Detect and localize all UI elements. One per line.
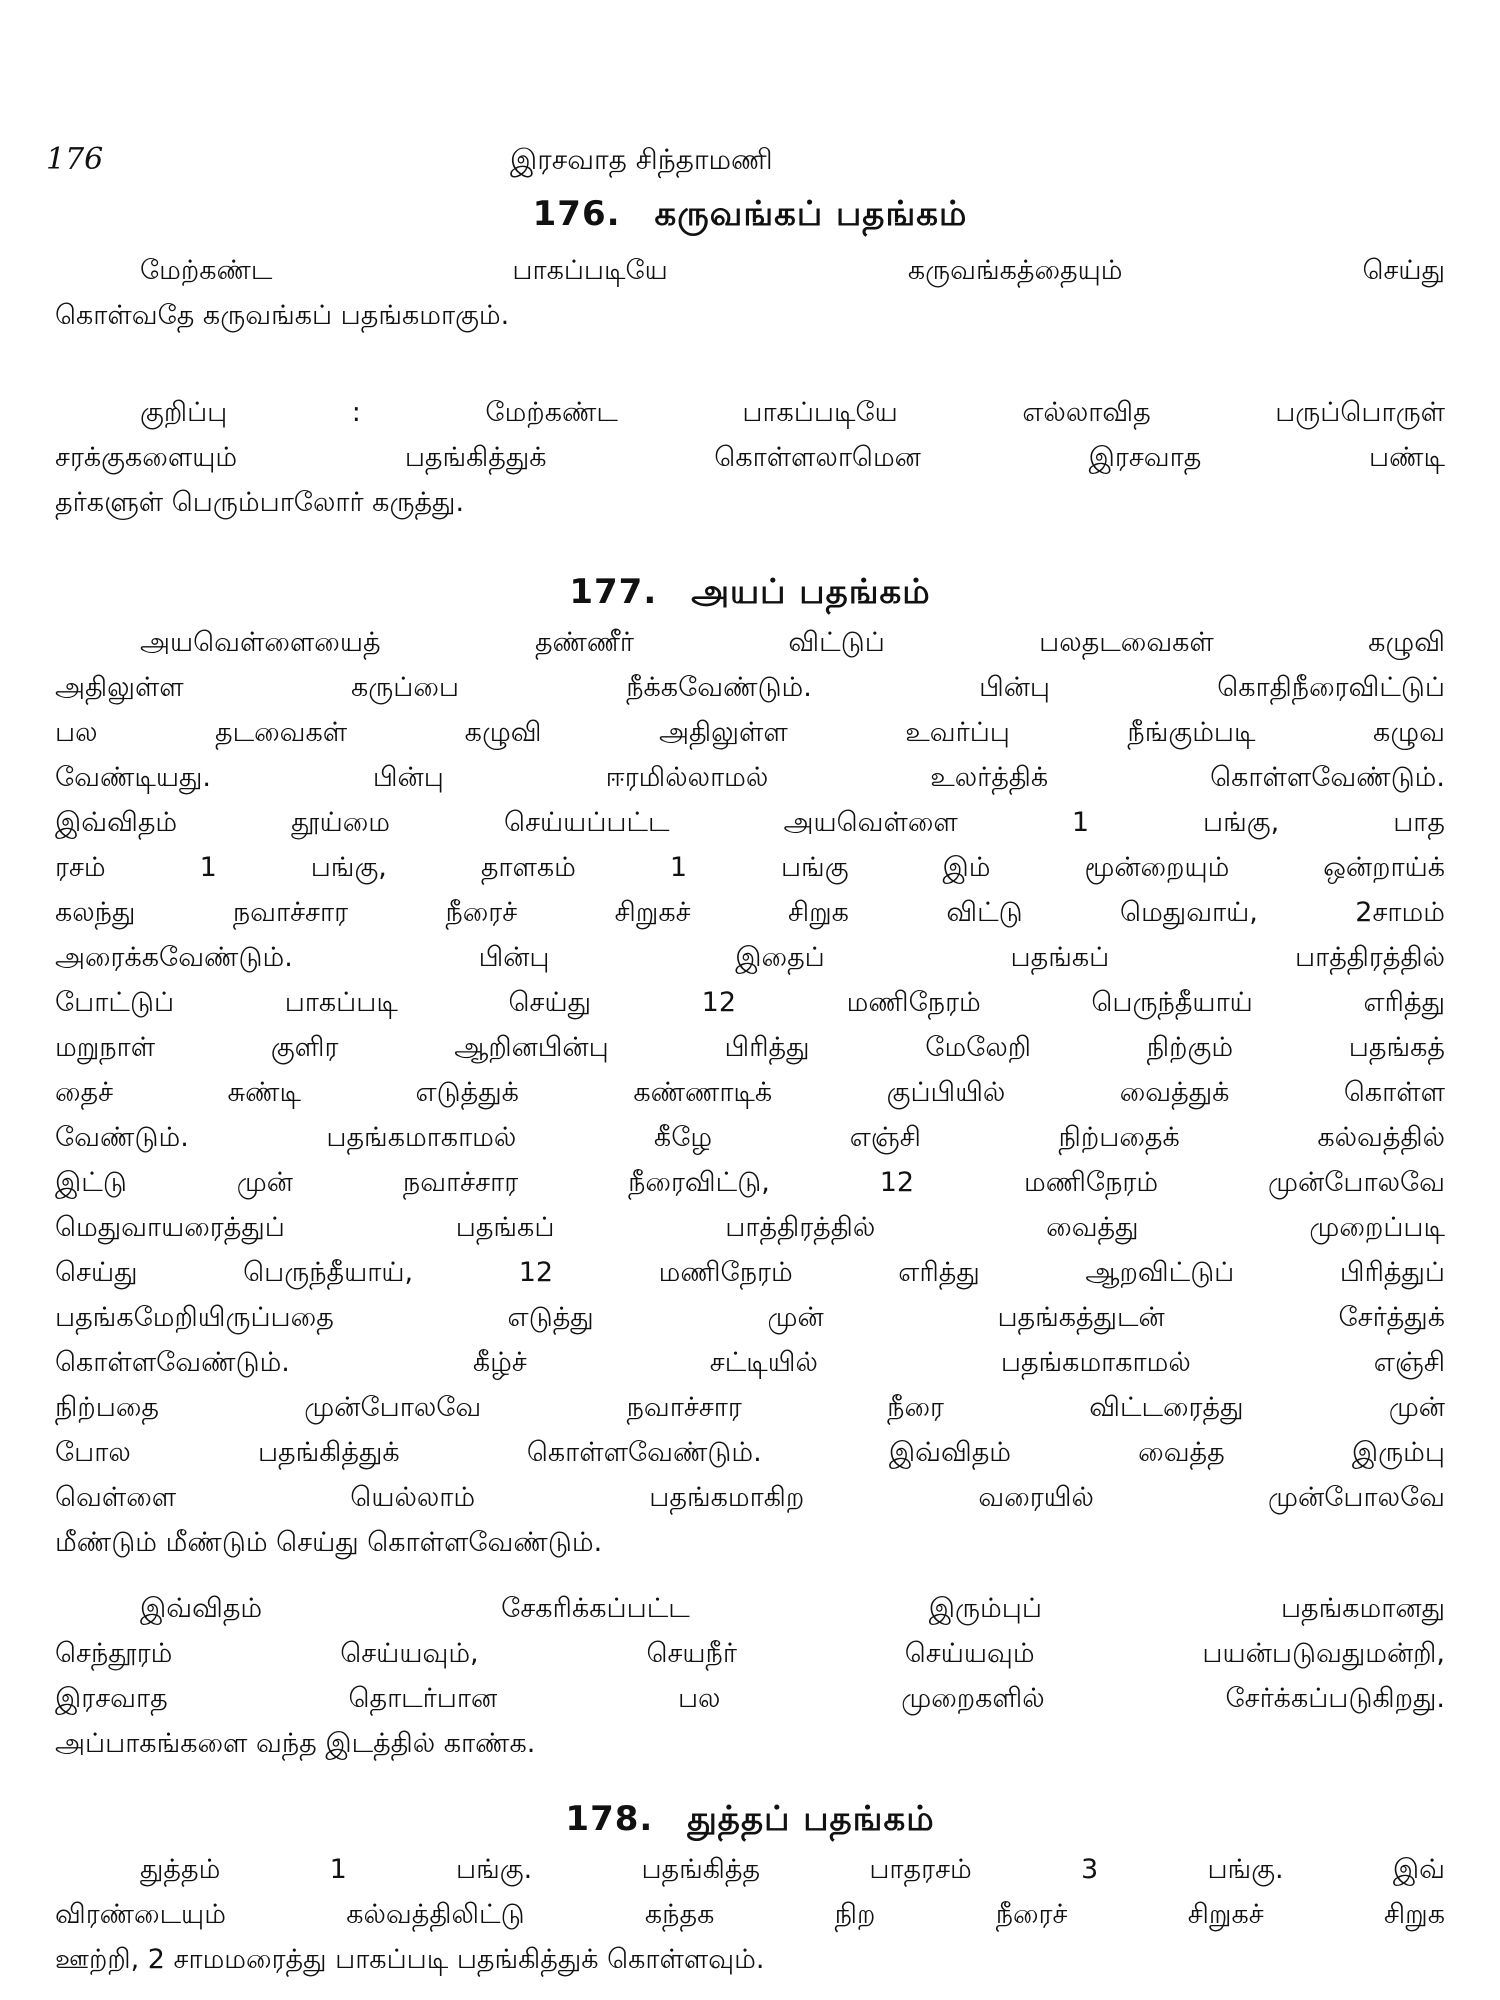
section-number: 176. bbox=[532, 194, 621, 234]
section-heading bbox=[0, 1795, 1500, 1843]
text-line: போட்டுப் பாகப்படி செய்து 12 மணிநேரம் பெருந்தீயாய் எரித்து bbox=[55, 987, 1445, 1018]
text-line: வேண்டும். பதங்கமாகாமல் கீழே எஞ்சி நிற்பதைக் கல்வத்தில் bbox=[55, 1122, 1445, 1153]
text-line: துத்தம் 1 பங்கு. பதங்கித்த பாதரசம் 3 பங்கு. இவ் bbox=[140, 1854, 1445, 1885]
paragraph bbox=[55, 1586, 1445, 1766]
text-line: ஊற்றி, 2 சாமமரைத்து பாகப்படி பதங்கித்துக் கொள்ளவும். bbox=[55, 1944, 765, 1975]
text-line: கொள்வதே கருவங்கப் பதங்கமாகும். bbox=[55, 300, 510, 331]
page-header bbox=[0, 140, 1500, 180]
paragraph bbox=[55, 620, 1445, 1565]
text-line: மறுநாள் குளிர ஆறினபின்பு பிரித்து மேலேறி நிற்கும் பதங்கத் bbox=[55, 1032, 1445, 1063]
text-line: தர்களுள் பெரும்பாலோர் கருத்து. bbox=[55, 487, 465, 518]
text-line: கொள்ளவேண்டும். கீழ்ச் சட்டியில் பதங்கமாகாமல் எஞ்சி bbox=[55, 1347, 1445, 1378]
section-number: 178. bbox=[565, 1799, 654, 1839]
text-line: நிற்பதை முன்போலவே நவாச்சார நீரை விட்டரைத்து முன் bbox=[55, 1392, 1445, 1423]
paragraph bbox=[55, 1847, 1445, 1982]
running-title: இரசவாத சிந்தாமணி bbox=[510, 143, 773, 176]
text-line: அதிலுள்ள கருப்பை நீக்கவேண்டும். பின்பு கொதிநீரைவிட்டுப் bbox=[55, 672, 1445, 703]
text-line: இட்டு முன் நவாச்சார நீரைவிட்டு, 12 மணிநேரம் முன்போலவே bbox=[55, 1167, 1445, 1198]
text-line: அரைக்கவேண்டும். பின்பு இதைப் பதங்கப் பாத்திரத்தில் bbox=[55, 942, 1445, 973]
text-line: அப்பாகங்களை வந்த இடத்தில் காண்க. bbox=[55, 1728, 536, 1759]
paragraph bbox=[55, 248, 1445, 338]
text-line: போல பதங்கித்துக் கொள்ளவேண்டும். இவ்விதம் வைத்த இரும்பு bbox=[55, 1437, 1445, 1468]
text-line: மீண்டும் மீண்டும் செய்து கொள்ளவேண்டும். bbox=[55, 1527, 603, 1558]
text-line: சரக்குகளையும் பதங்கித்துக் கொள்ளலாமென இரசவாத பண்டி bbox=[55, 442, 1445, 473]
section-title: கருவங்கப் பதங்கம் bbox=[654, 194, 968, 234]
text-line: இவ்விதம் சேகரிக்கப்பட்ட இரும்புப் பதங்கமானது bbox=[140, 1593, 1445, 1624]
text-line: தைச் சுண்டி எடுத்துக் கண்ணாடிக் குப்பியில் வைத்துக் கொள்ள bbox=[55, 1077, 1445, 1108]
section-title: அயப் பதங்கம் bbox=[691, 572, 931, 612]
text-line: பதங்கமேறியிருப்பதை எடுத்து முன் பதங்கத்துடன் சேர்த்துக் bbox=[55, 1302, 1445, 1333]
text-line: குறிப்பு : மேற்கண்ட பாகப்படியே எல்லாவித பருப்பொருள் bbox=[140, 397, 1445, 428]
text-line: வேண்டியது. பின்பு ஈரமில்லாமல் உலர்த்திக் கொள்ளவேண்டும். bbox=[55, 762, 1445, 793]
section-title: துத்தப் பதங்கம் bbox=[687, 1799, 935, 1839]
text-line: ரசம் 1 பங்கு, தாளகம் 1 பங்கு இம் மூன்றையும் ஒன்றாய்க் bbox=[55, 852, 1445, 883]
text-line: மேற்கண்ட பாகப்படியே கருவங்கத்தையும் செய்து bbox=[140, 255, 1445, 286]
text-line: இவ்விதம் தூய்மை செய்யப்பட்ட அயவெள்ளை 1 பங்கு, பாத bbox=[55, 807, 1445, 838]
section-heading bbox=[0, 568, 1500, 616]
text-line: செய்து பெருந்தீயாய், 12 மணிநேரம் எரித்து ஆறவிட்டுப் பிரித்துப் bbox=[55, 1257, 1445, 1288]
text-line: கலந்து நவாச்சார நீரைச் சிறுகச் சிறுக விட்டு மெதுவாய், 2சாமம் bbox=[55, 897, 1445, 928]
text-line: அயவெள்ளையைத் தண்ணீர் விட்டுப் பலதடவைகள் கழுவி bbox=[140, 627, 1445, 658]
text-line: பல தடவைகள் கழுவி அதிலுள்ள உவர்ப்பு நீங்கும்படி கழுவ bbox=[55, 717, 1445, 748]
text-line: மெதுவாயரைத்துப் பதங்கப் பாத்திரத்தில் வைத்து முறைப்படி bbox=[55, 1212, 1445, 1243]
text-line: விரண்டையும் கல்வத்திலிட்டு கந்தக நிற நீரைச் சிறுகச் சிறுக bbox=[55, 1899, 1445, 1930]
text-line: செந்தூரம் செய்யவும், செயநீர் செய்யவும் பயன்படுவதுமன்றி, bbox=[55, 1638, 1445, 1669]
text-line: வெள்ளை யெல்லாம் பதங்கமாகிற வரையில் முன்போலவே bbox=[55, 1482, 1445, 1513]
text-line: இரசவாத தொடர்பான பல முறைகளில் சேர்க்கப்படுகிறது. bbox=[55, 1683, 1445, 1714]
page-number: 176 bbox=[46, 142, 104, 177]
section-number: 177. bbox=[569, 572, 658, 612]
note-paragraph bbox=[55, 390, 1445, 525]
section-heading bbox=[0, 190, 1500, 238]
